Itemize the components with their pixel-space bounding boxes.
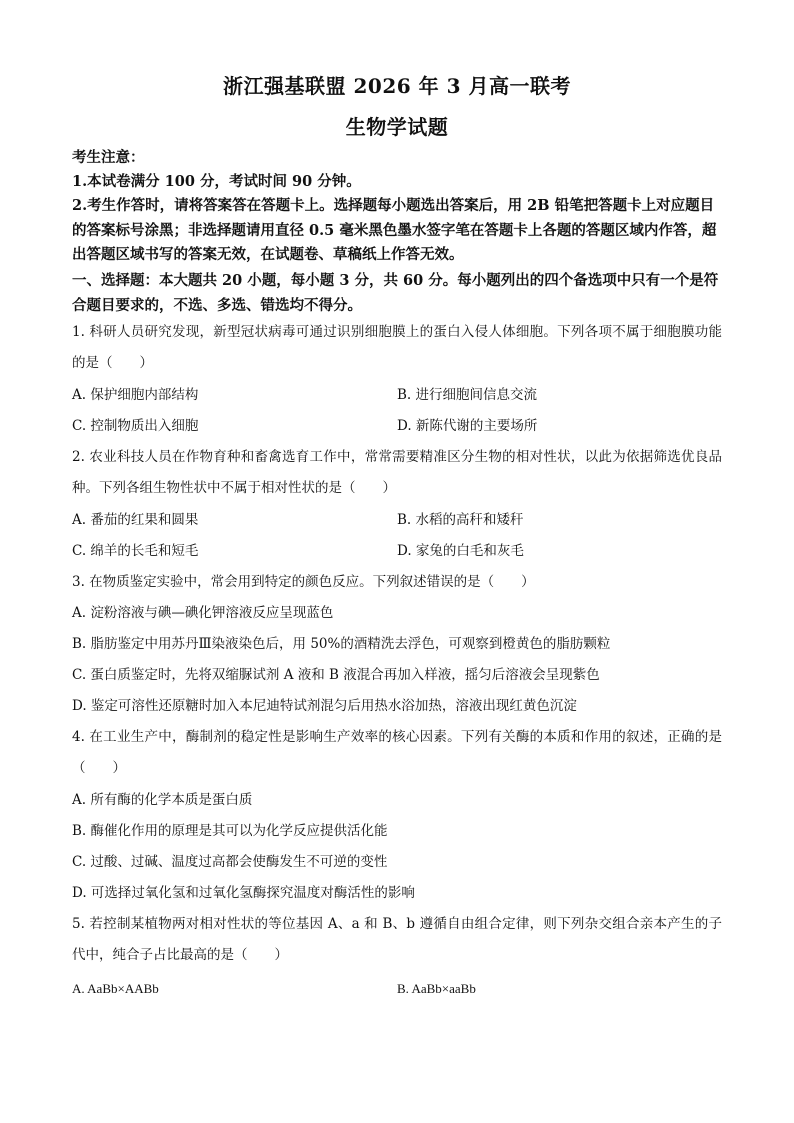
question-2-option-c: C. 绵羊的长毛和短毛 — [72, 543, 199, 559]
section-heading: 一、选择题：本大题共 20 小题，每小题 3 分，共 60 分。每小题列出的四个备选项中只有一个是符合题目要求的，不选、多选、错选均不得分。 — [72, 272, 719, 314]
question-1-option-b: B. 进行细胞间信息交流 — [397, 387, 538, 403]
question-stem-1: 1. 科研人员研究发现，新型冠状病毒可通过识别细胞膜上的蛋白入侵人体细胞。下列各项不属于细胞膜功能的是（ ） — [72, 324, 722, 371]
question-5-option-b: B. AaBb×aaBb — [397, 981, 476, 996]
question-1-option-d: D. 新陈代谢的主要场所 — [397, 418, 538, 434]
question-3-option-b: B. 脂肪鉴定中用苏丹Ⅲ染液染色后，用 50%的酒精洗去浮色，可观察到橙黄色的脂肪颗粒 — [72, 636, 611, 652]
notice-heading: 考生注意： — [72, 149, 145, 166]
question-4-option-d: D. 可选择过氧化氢和过氧化氢酶探究温度对酶活性的影响 — [72, 885, 415, 901]
question-4-option-a: A. 所有酶的化学本质是蛋白质 — [72, 792, 253, 808]
question-stem-4: 4. 在工业生产中，酶制剂的稳定性是影响生产效率的核心因素。下列有关酶的本质和作用的叙述，正确的是（ ） — [72, 729, 722, 776]
question-4-option-c: C. 过酸、过碱、温度过高都会使酶发生不可逆的变性 — [72, 854, 388, 870]
question-stem-5: 5. 若控制某植物两对相对性状的等位基因 A、a 和 B、b 遵循自由组合定律，则下列杂交组合亲本产生的子代中，纯合子占比最高的是（ ） — [72, 916, 722, 963]
question-1-option-a: A. 保护细胞内部结构 — [72, 387, 199, 403]
question-2-option-d: D. 家兔的白毛和灰毛 — [397, 543, 524, 559]
question-3-option-c: C. 蛋白质鉴定时，先将双缩脲试剂 A 液和 B 液混合再加入样液，摇匀后溶液会呈现紫色 — [72, 667, 600, 683]
question-4-option-b: B. 酶催化作用的原理是其可以为化学反应提供活化能 — [72, 823, 388, 839]
question-5-option-a: A. AaBb×AABb — [72, 981, 159, 996]
question-1-option-c: C. 控制物质出入细胞 — [72, 418, 199, 434]
notice-item-1: 1.本试卷满分 100 分，考试时间 90 分钟。 — [72, 173, 361, 190]
question-stem-2: 2. 农业科技人员在作物育种和畜禽选育工作中，常常需要精准区分生物的相对性状，以此为依据筛选优良品种。下列各组生物性状中不属于相对性状的是（ ） — [72, 449, 722, 496]
exam-subtitle: 生物学试题 — [345, 115, 449, 139]
question-2-option-a: A. 番茄的红果和圆果 — [72, 512, 199, 528]
question-3-option-d: D. 鉴定可溶性还原糖时加入本尼迪特试剂混匀后用热水浴加热，溶液出现红黄色沉淀 — [72, 698, 577, 714]
question-2-option-b: B. 水稻的高秆和矮秆 — [397, 512, 524, 528]
question-3-option-a: A. 淀粉溶液与碘—碘化钾溶液反应呈现蓝色 — [72, 605, 334, 621]
notice-item-2: 2.考生作答时，请将答案答在答题卡上。选择题每小题选出答案后，用 2B 铅笔把答题卡上对应题目的答案标号涂黑；非选择题请用直径 0.5 毫米黑色墨水签字笔在答题卡上各题的答题区域内作答，超出答题区域书写的答案无效，在试题卷、草稿纸上作答无效。 — [72, 197, 717, 263]
exam-title: 浙江强基联盟 2026 年 3 月高一联考 — [223, 74, 571, 98]
question-stem-3: 3. 在物质鉴定实验中，常会用到特定的颜色反应。下列叙述错误的是（ ） — [72, 574, 535, 590]
